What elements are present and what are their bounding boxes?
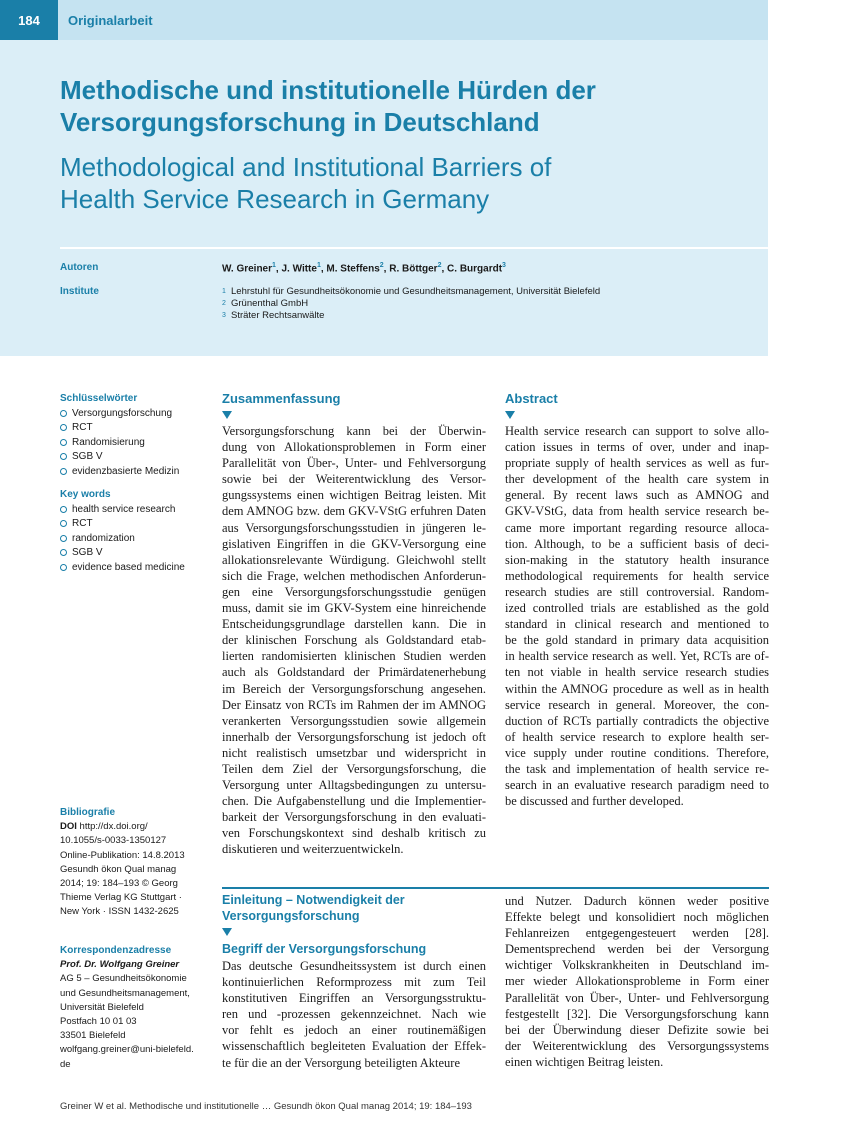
text-line: ven Forschungskontext sind deshalb kritisch zu <box>222 826 486 841</box>
text-line: gislativen Eingriffen in die GKV-Versorgung eine <box>222 536 486 551</box>
title-german-line: Methodische und institutionelle Hürden der <box>60 75 596 105</box>
keyword-item: SGB V <box>60 546 210 561</box>
institute-number: 1 <box>222 288 226 295</box>
keywords-de-list <box>60 407 210 480</box>
correspondence-name: Prof. Dr. Wolfgang Greiner <box>60 959 180 971</box>
author-affiliation: 3 <box>502 262 506 269</box>
keyword-item: randomization <box>60 532 210 547</box>
keyword-item: evidence based medicine <box>60 561 210 576</box>
keyword-item: Randomisierung <box>60 436 210 451</box>
text-line: wichtiger Volkskrankheiten in Deutschland im- <box>505 958 769 973</box>
page-number: 184 <box>0 0 58 40</box>
bibliography <box>60 806 210 920</box>
text-line: GKV-VStG, data from health service research be- <box>505 504 769 519</box>
text-line: Der Einsatz von RCTs im Rahmen der im AMNOG <box>222 697 486 712</box>
author-affiliation: 2 <box>379 262 384 269</box>
section-label: Originalarbeit <box>68 12 153 28</box>
keyword-item: RCT <box>60 517 210 532</box>
authors-label: Autoren <box>60 262 99 273</box>
text-line: te für die an der Versorgung beteiligten Akteure <box>222 1055 461 1070</box>
bibliography-lines <box>60 820 210 919</box>
institute-name: Lehrstuhl für Gesundheitsökonomie und Gesundheitsmanagement, Universität Bielefeld <box>231 286 601 297</box>
correspondence-line: Postfach 10 01 03 <box>60 1016 137 1028</box>
title-english-line: Methodological and Institutional Barriers of <box>60 152 552 182</box>
doi-value: http://dx.doi.org/ <box>79 821 148 833</box>
institute-item <box>222 310 600 322</box>
institutes-label: Institute <box>60 286 99 297</box>
text-line: allokationsrelevante Würdigung. Gleichwohl stellt <box>222 552 486 567</box>
correspondence-line: AG 5 – Gesundheitsökonomie <box>60 973 187 985</box>
institutes-list <box>222 286 600 322</box>
keywords-en-heading: Key words <box>60 489 111 500</box>
text-line: sion-making in the statutory health insurance <box>505 552 769 567</box>
text-line: barkeit der Versorgungsforschung in den evaluati- <box>222 810 486 825</box>
text-line: Parallelität von Über-, Unter- und Fehlversorgung <box>505 990 769 1005</box>
text-line: general. By recent laws such as AMNOG and <box>505 488 769 503</box>
keywords-en-list <box>60 503 210 576</box>
author-affiliation: 1 <box>316 262 321 269</box>
triangle-down-icon <box>505 411 515 419</box>
text-line: ten not viable in health service research studies <box>505 665 769 680</box>
text-line: methodological requirements for health service <box>505 568 769 583</box>
text-line: muss, damit sie im GKV-System eine hinreichende <box>222 601 486 616</box>
keyword-item: evidenzbasierte Medizin <box>60 465 210 480</box>
text-line: diskutieren und weiterzuentwickeln. <box>222 842 404 857</box>
abstract-text <box>505 423 769 809</box>
institute-name: Sträter Rechtsanwälte <box>231 310 325 321</box>
bibliography-line: Gesundh ökon Qual manag <box>60 863 177 875</box>
authors-list: W. Greiner$^1$, J. Witte$^1$, M. Steffens$^2$, R. Böttger$^2$, C. Burgardt$^3$ <box>222 262 506 275</box>
text-line: the task and implementation of health service re- <box>505 761 769 776</box>
correspondence-lines <box>60 972 210 1071</box>
text-line: gen eine Versorgungsforschungsstudie genügen <box>222 584 486 599</box>
text-line: came more important regarding resource alloca- <box>505 520 769 535</box>
zusammenfassung-heading: Zusammenfassung <box>222 391 341 406</box>
correspondence-line: Universität Bielefeld <box>60 1001 144 1013</box>
text-line: lierten randomisierten klinischen Studien werden <box>222 649 486 664</box>
title-english-line: Health Service Research in Germany <box>60 184 490 214</box>
divider <box>60 247 768 249</box>
text-line: tion. Although, to be a sufficient basis of deci- <box>505 536 769 551</box>
institute-name: Grünenthal GmbH <box>231 298 309 309</box>
keyword-item: health service research <box>60 503 210 518</box>
zusammenfassung-text <box>222 423 486 858</box>
text-line: sowie bei der Weiterentwicklung des Versor- <box>222 472 486 487</box>
text-line: within the AMNOG procedure as well as in health <box>505 681 769 696</box>
text-line: dem AMNOG bzw. dem GKV-VStG erfuhren Daten <box>222 504 486 519</box>
title-german-line: Versorgungsforschung in Deutschland <box>60 107 540 137</box>
introduction-subheading: Begriff der Versorgungsforschung <box>222 942 427 956</box>
triangle-down-icon <box>222 928 232 936</box>
bibliography-line: Thieme Verlag KG Stuttgart · <box>60 892 182 904</box>
text-line: Health service research can support to solve allo- <box>505 424 769 438</box>
keyword-item: RCT <box>60 421 210 436</box>
abstract-heading: Abstract <box>505 391 558 406</box>
text-line: dung von Allokationsproblemen in Form einer <box>222 440 486 455</box>
text-line: und Nutzer. Dadurch können weder positive <box>505 894 769 908</box>
text-line: Fehlanreizen entgegengesteuert werden [28]. <box>505 926 769 941</box>
title-english <box>60 151 760 215</box>
author-name: J. Witte <box>281 263 317 275</box>
text-line: Versorgung unter Alltagsbedingungen zu untersu- <box>222 778 486 793</box>
bibliography-line: 2014; 19: 184–193 © Georg <box>60 878 178 890</box>
correspondence-line: und Gesundheitsmanagement, <box>60 987 190 999</box>
bibliography-line: 10.1055/s-0033-1350127 <box>60 835 167 847</box>
text-line: kontinuierlichen Reformprozess mit zum Teil <box>222 975 486 990</box>
text-line: gungssystems einen wichtigen Beitrag leisten. Mit <box>222 488 486 503</box>
bibliography-line: New York · ISSN 1432-2625 <box>60 906 179 918</box>
text-line: ther development of the health care system in <box>505 472 769 487</box>
text-line: chen. Die Aufgabenstellung und die Implementier- <box>222 794 486 809</box>
text-line: of health service research to explore health ser- <box>505 729 769 744</box>
text-line: cation issues in terms of over, under and inap- <box>505 440 769 455</box>
text-line: research studies are still controversial. Random- <box>505 584 769 599</box>
introduction-text-right <box>505 893 769 1070</box>
text-line: festgestellt [32]. Die Versorgungsforschung kann <box>505 1006 769 1021</box>
footer-citation: Greiner W et al. Methodische und institutionelle … Gesundh ökon Qual manag 2014; 19: 184–193 <box>60 1101 472 1112</box>
text-line: Entscheidungsgrundlage darstellen kann. Die in <box>222 617 486 632</box>
text-line: search in an evaluative research paradigm need to <box>505 778 769 793</box>
institute-item <box>222 298 600 310</box>
text-line: konstitutiven Eingriffen an Versorgungsstruktu- <box>222 991 486 1006</box>
correspondence <box>60 944 210 1072</box>
keyword-item: Versorgungsforschung <box>60 407 210 422</box>
correspondence-line: 33501 Bielefeld <box>60 1030 126 1042</box>
text-line: verankerten Versorgungsstudien sowie allgemein <box>222 713 486 728</box>
text-line: ized controlled trials are established as the gold <box>505 601 769 616</box>
author-name: M. Steffens <box>326 263 380 275</box>
bibliography-line: Online-Publikation: 14.8.2013 <box>60 849 185 861</box>
text-line: bei der Überwindung dieser Defizite sowie bei <box>505 1022 769 1037</box>
keywords-sidebar <box>60 392 210 584</box>
introduction-heading <box>222 892 405 924</box>
institute-item <box>222 286 600 298</box>
text-line: Teilen dem Ziel der Versorgungsforschung, die <box>222 761 486 776</box>
text-line: Versorgungsforschung kann bei der Überwin- <box>222 424 486 438</box>
text-line: Dementsprechend werden bei der Versorgung <box>505 942 769 957</box>
introduction-heading-line: Einleitung – Notwendigkeit der <box>222 893 405 907</box>
text-line: Effekte belegt und konsolidiert noch möglichen <box>505 910 769 925</box>
text-line: be discussed and further developed. <box>505 794 684 809</box>
bibliography-line <box>60 820 210 834</box>
text-line: in health service research as well. Yet, RCTs are of- <box>505 649 769 664</box>
text-line: aus Versorgungsforschungsstudien in jüngeren le- <box>222 520 486 535</box>
correspondence-heading: Korrespondenzadresse <box>60 945 172 956</box>
author-name: W. Greiner <box>222 263 273 275</box>
text-line: im Bereich der Versorgungsforschung angesehen. <box>222 681 486 696</box>
text-line: auch als Goldstandard der Primärdatenerhebung <box>222 665 486 680</box>
text-line: der klinischen Forschung als Goldstandard etab- <box>222 633 486 648</box>
text-line: duction of RCTs partially contradicts the objective <box>505 713 769 728</box>
title-box <box>0 40 768 248</box>
institute-number: 2 <box>222 300 226 307</box>
text-line: Parallelität von Über-, Unter- und Fehlversorgung <box>222 456 486 471</box>
keywords-de-heading: Schlüsselwörter <box>60 393 138 404</box>
institute-number: 3 <box>222 312 226 319</box>
section-divider <box>222 887 769 889</box>
correspondence-line: wolfgang.greiner@uni-bielefeld. <box>60 1044 194 1056</box>
text-line: nicht realistisch umsetzbar und widerspricht in <box>222 745 486 760</box>
author-name: R. Böttger <box>389 263 438 275</box>
text-line: wissenschaftlich begleiteten Evaluation der Effek- <box>222 1039 486 1054</box>
text-line: vor fehlt es jedoch an einer routinemäßigen <box>222 1023 486 1038</box>
text-line: be the gold standard in primary data acquisition <box>505 633 769 648</box>
author-affiliation: 1 <box>272 262 276 269</box>
title-german <box>60 74 760 138</box>
text-line: propriate supply of health services as well as fur- <box>505 456 769 471</box>
text-line: mer wieder Allokationsprobleme in Form einer <box>505 974 769 989</box>
keyword-item: SGB V <box>60 450 210 465</box>
text-line: innerhalb der Versorgungsforschung ist jedoch oft <box>222 729 486 744</box>
author-affiliation: 2 <box>437 262 442 269</box>
author-name: C. Burgardt <box>447 263 503 275</box>
triangle-down-icon <box>222 411 232 419</box>
text-line: Das deutsche Gesundheitssystem ist durch einen <box>222 959 486 973</box>
text-line: der Weiterentwicklung des Versorgungssystems <box>505 1038 769 1053</box>
introduction-text-left <box>222 958 486 1071</box>
text-line: standard in clinical research and mentioned to <box>505 617 769 632</box>
text-line: service research in general. Moreover, the con- <box>505 697 769 712</box>
correspondence-line: de <box>60 1058 71 1070</box>
doi-label: DOI <box>60 821 77 833</box>
text-line: einen wichtigen Beitrag leisten. <box>505 1054 664 1069</box>
text-line: ren und -prozessen gekennzeichnet. Nach wie <box>222 1007 486 1022</box>
introduction-heading-line: Versorgungsforschung <box>222 909 360 923</box>
bibliography-heading: Bibliografie <box>60 807 116 818</box>
text-line: sich die Frage, welchen methodischen Anforderun- <box>222 568 486 583</box>
text-line: vice supply under routine conditions. Therefore, <box>505 745 769 760</box>
